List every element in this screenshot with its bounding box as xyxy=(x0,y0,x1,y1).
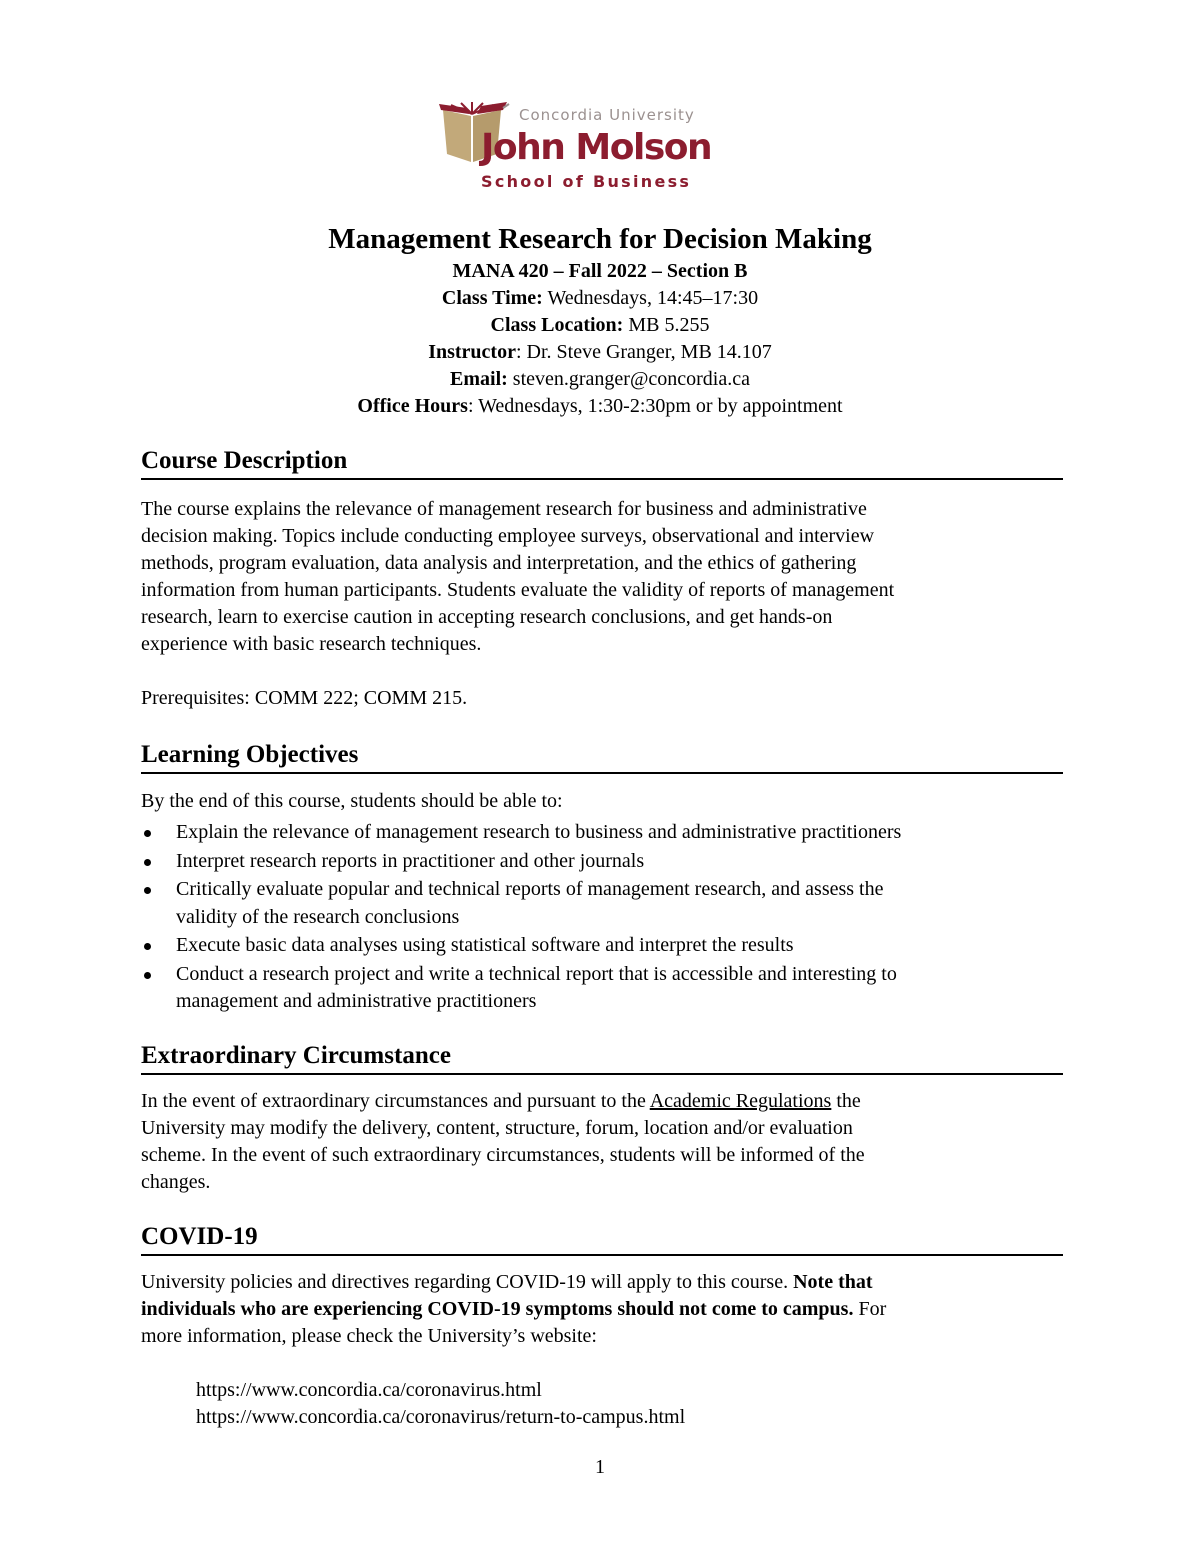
email xyxy=(0,366,1200,393)
description-line: The course explains the relevance of management research for business and administrative xyxy=(141,498,867,520)
prerequisites: Prerequisites: COMM 222; COMM 215. xyxy=(141,687,468,709)
instructor-label: Instructor xyxy=(428,341,516,363)
description-line: methods, program evaluation, data analysis and interpretation, and the ethics of gathering xyxy=(141,552,857,574)
covid-url-link[interactable]: https://www.concordia.ca/coronavirus.html xyxy=(196,1379,542,1401)
instructor xyxy=(0,339,1200,366)
covid-line: individuals who are experiencing COVID-19 symptoms should not come to campus. For xyxy=(141,1298,887,1320)
class-time-label: Class Time: xyxy=(441,287,543,309)
section-heading: Course Description xyxy=(141,446,1063,480)
objectives-intro: By the end of this course, students should be able to: xyxy=(141,790,563,812)
list-item: Execute basic data analyses using statistical software and interpret the results xyxy=(141,932,1063,960)
description-line: experience with basic research techniques. xyxy=(141,633,482,655)
list-item: Conduct a research project and write a technical report that is accessible and interesting to management and administrative practitioners xyxy=(141,961,1063,1016)
list-item: Critically evaluate popular and technical reports of management research, and assess the validity of the research conclusions xyxy=(141,876,1063,931)
course-code-term: MANA 420 – Fall 2022 – Section B xyxy=(452,260,748,282)
section-heading: COVID-19 xyxy=(141,1222,1063,1256)
course-header xyxy=(0,220,1200,420)
email-label: Email: xyxy=(450,368,508,390)
section-heading: Learning Objectives xyxy=(141,740,1063,774)
covid-urls xyxy=(196,1377,1063,1431)
covid-url-link[interactable]: https://www.concordia.ca/coronavirus/return-to-campus.html xyxy=(196,1406,686,1428)
class-location-label: Class Location: xyxy=(490,314,624,336)
extraordinary-line: scheme. In the event of such extraordinary circumstances, students will be informed of the xyxy=(141,1144,865,1166)
objectives-list xyxy=(141,819,1063,1016)
list-item: Explain the relevance of management research to business and administrative practitioners xyxy=(141,819,1063,847)
extraordinary-line: changes. xyxy=(141,1171,211,1193)
description-line: information from human participants. Students evaluate the validity of reports of management xyxy=(141,579,895,601)
description-line: decision making. Topics include conducting employee surveys, observational and interview xyxy=(141,525,875,547)
course-description-section xyxy=(141,446,1063,712)
office-hours-label: Office Hours xyxy=(357,395,468,417)
academic-regulations-link[interactable]: Academic Regulations xyxy=(649,1090,832,1112)
john-molson-logo xyxy=(437,102,712,194)
description-line: research, learn to exercise caution in accepting research conclusions, and get hands-on xyxy=(141,606,833,628)
page-number: 1 xyxy=(595,1456,605,1478)
email-value: steven.granger@concordia.ca xyxy=(507,368,750,390)
extraordinary-line: In the event of extraordinary circumstances and pursuant to the Academic Regulations the xyxy=(141,1090,861,1112)
covid-line: University policies and directives regarding COVID-19 will apply to this course. Note that xyxy=(141,1271,873,1293)
class-time xyxy=(0,285,1200,312)
covid-line: more information, please check the University’s website: xyxy=(141,1325,597,1347)
section-heading: Extraordinary Circumstance xyxy=(141,1041,1063,1075)
class-location-value: MB 5.255 xyxy=(623,314,710,336)
extraordinary-line: University may modify the delivery, content, structure, forum, location and/or evaluation xyxy=(141,1117,853,1139)
extraordinary-circumstance-section xyxy=(141,1041,1063,1196)
office-hours-value: : Wednesdays, 1:30-2:30pm or by appointment xyxy=(467,395,843,417)
logo-university-name: Concordia University xyxy=(519,106,695,124)
learning-objectives-section xyxy=(141,740,1063,1017)
instructor-value: : Dr. Steve Granger, MB 14.107 xyxy=(515,341,772,363)
covid-section xyxy=(141,1222,1063,1431)
office-hours xyxy=(0,393,1200,420)
logo-school-name: John Molson xyxy=(481,127,712,168)
class-location xyxy=(0,312,1200,339)
list-item: Interpret research reports in practitioner and other journals xyxy=(141,848,1063,876)
course-title: Management Research for Decision Making xyxy=(328,223,872,255)
course-line xyxy=(0,258,1200,285)
class-time-value: Wednesdays, 14:45–17:30 xyxy=(542,287,759,309)
logo-school-type: School of Business xyxy=(481,172,692,191)
